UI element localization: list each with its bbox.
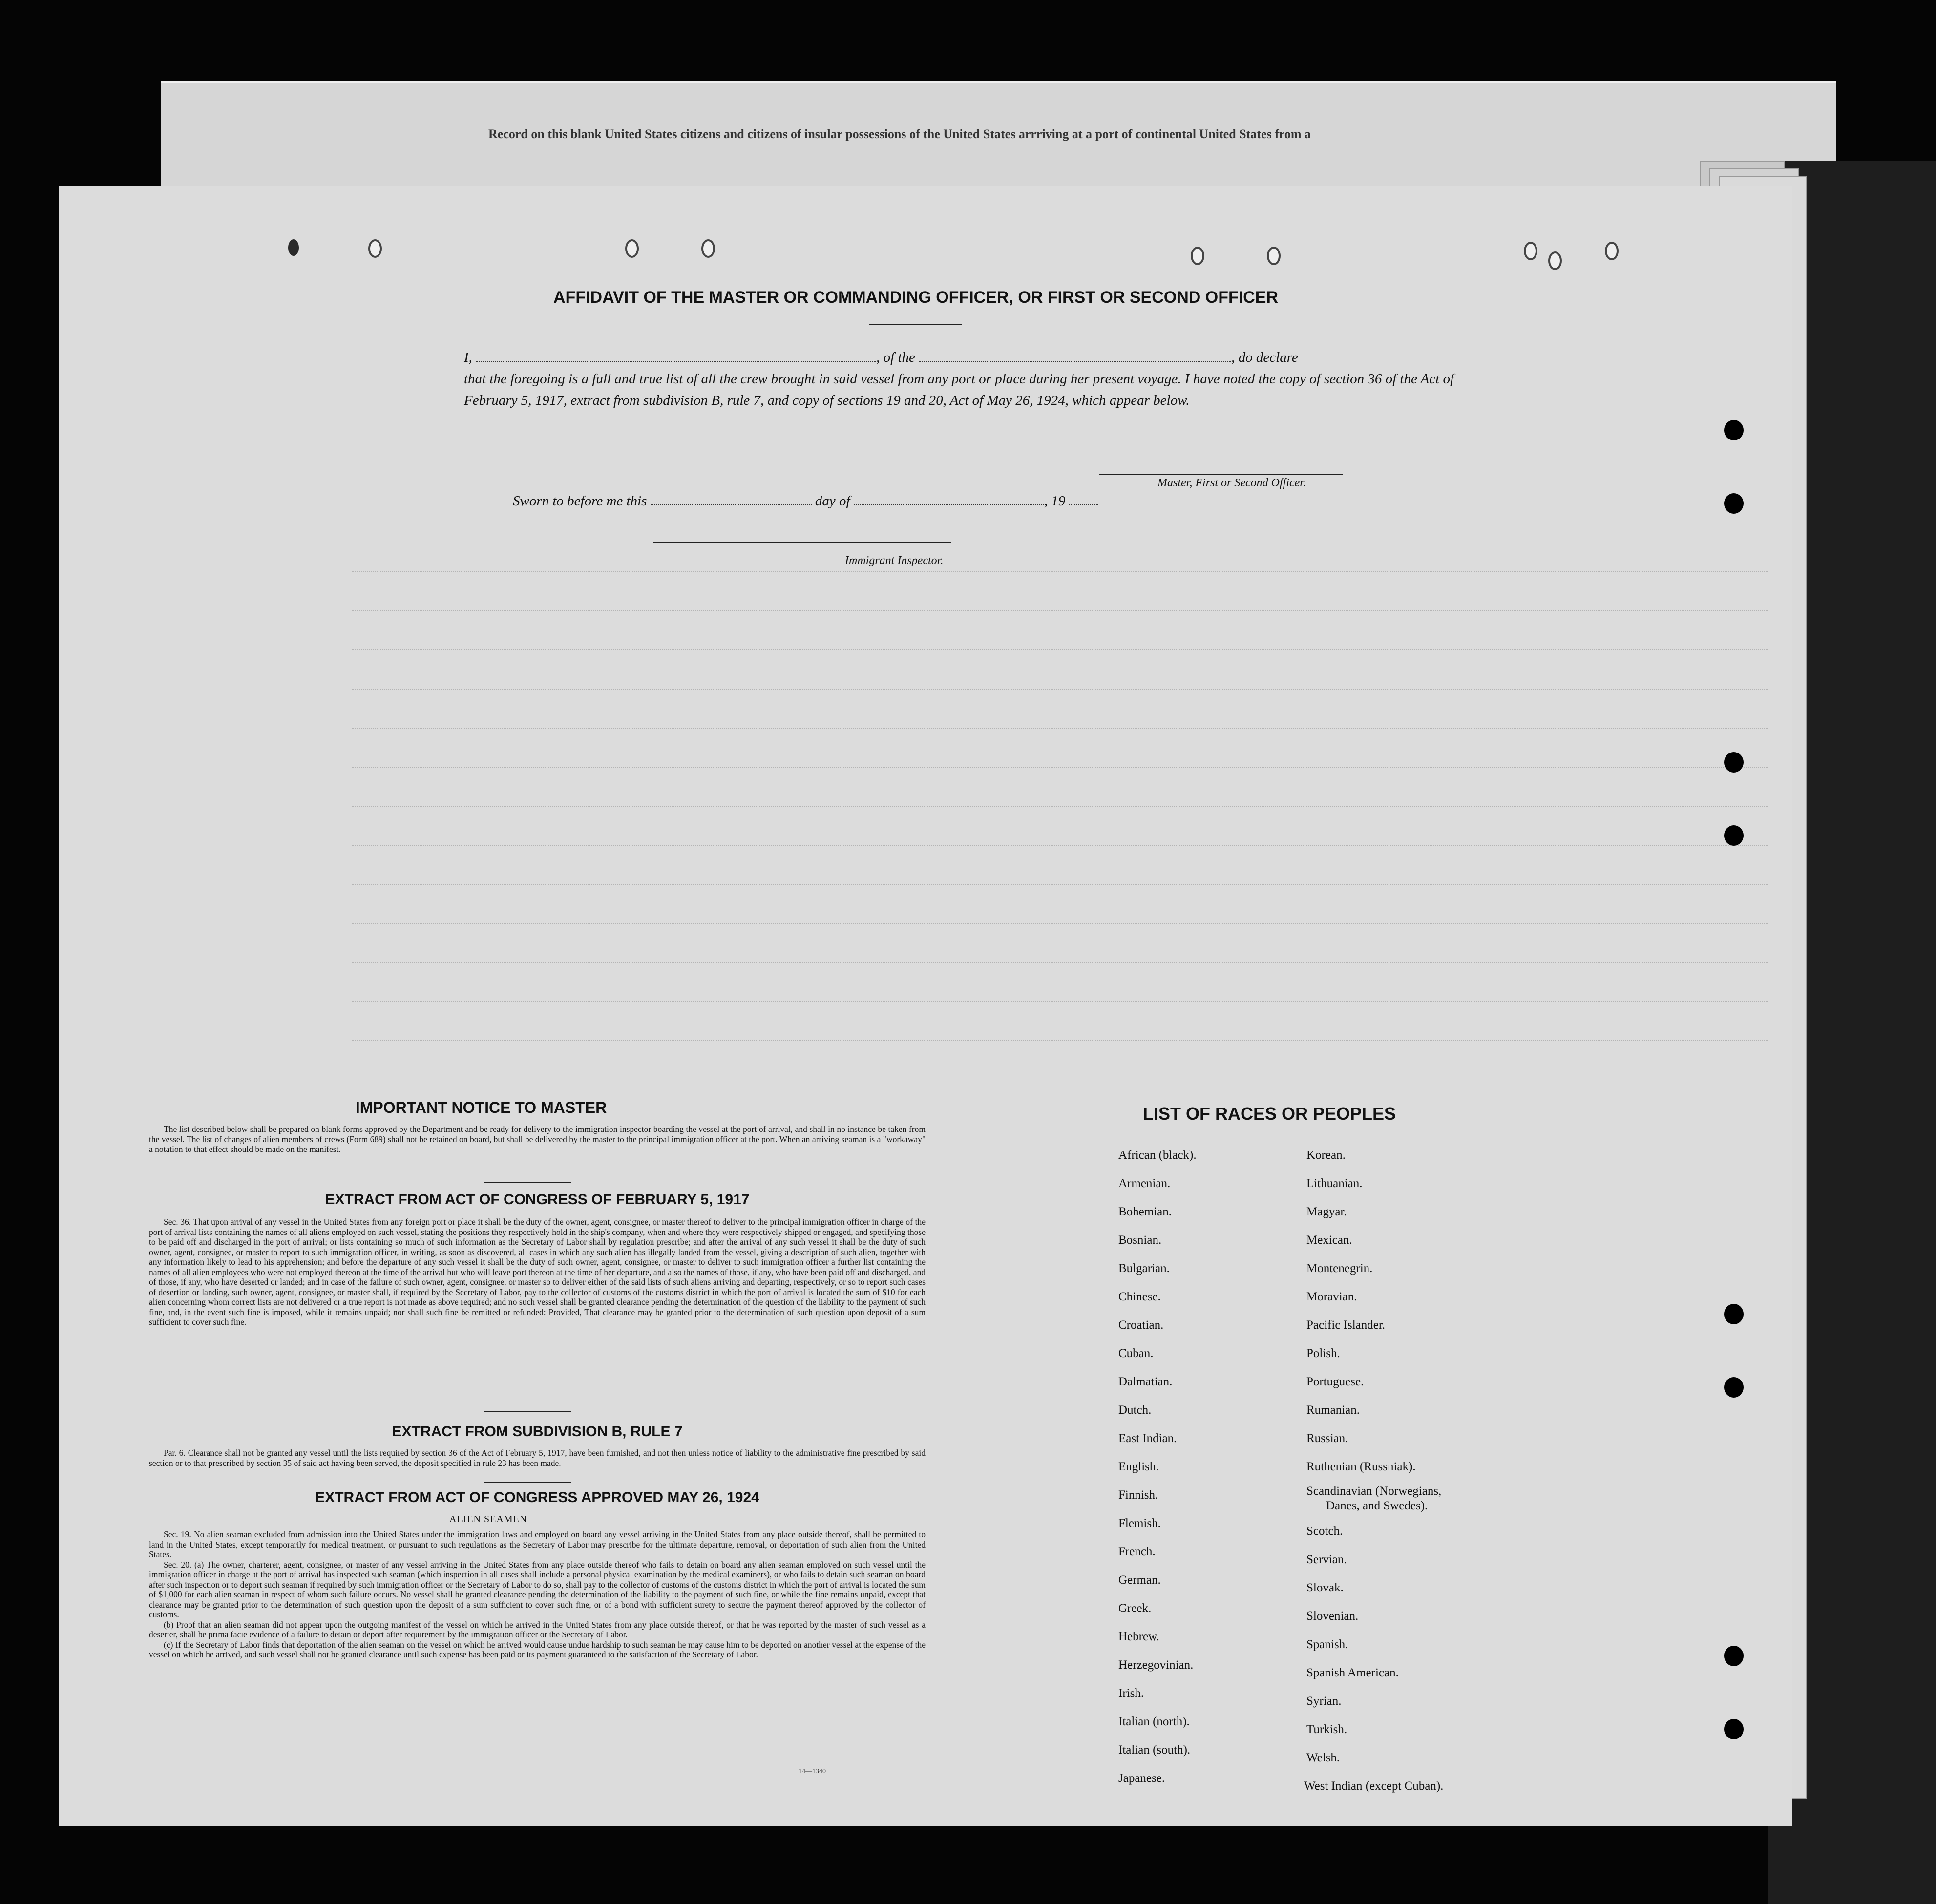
affidavit-declare: , do declare [1231,350,1298,365]
bleed-through-line [352,649,1768,659]
race-item: Portuguese. [1306,1375,1364,1388]
bleed-through-line [352,1001,1768,1011]
race-item: Montenegrin. [1306,1262,1373,1275]
punch-hole-icon [1724,1304,1744,1324]
race-item: Dutch. [1118,1403,1152,1417]
race-item: Polish. [1306,1347,1340,1360]
race-item: Flemish. [1118,1517,1161,1530]
punch-hole-icon [1724,825,1744,846]
extract-1917-text [149,1217,926,1327]
back-sheet-text: Record on this blank United States citizens and citizens of insular possessions of the United States arrriving at a port of continental United States from a [488,127,1311,141]
punch-hole-icon [288,239,299,256]
race-item: French. [1118,1545,1156,1558]
section-20a-paragraph: Sec. 20. (a) The owner, charterer, agent, consignee, or master of any vessel arriving in the United States from any place outside thereof who fails to detain on board any alien seaman employed on such vessel until the immigration officer in charge at the port of arrival has inspected such seaman (which inspection in all cases shall include a personal physical examination by the medical examiners), or who fails to detain such seaman on board after such inspection or to deport such seaman if required by such immigration officer or the Secretary of Labor to do so, shall pay to the collector of customs of the customs district in which the port of arrival is located the sum of $1,000 for each alien seaman in respect of whom such failure occurs. No vessel shall be granted clearance pending the determination of the liability to the payment of such fine, or while the fine remains unpaid, except that clearance may be granted prior to the determination of such question upon the deposit of a sum sufficient to cover such fine, or of a bond with sufficient surety to secure the payment thereof approved by the collector of customs. [149,1559,926,1619]
vessel-blank [919,350,1231,362]
race-item: Dalmatian. [1118,1375,1173,1388]
title-divider [869,324,962,325]
bleed-through-line [352,1040,1768,1050]
punch-hole-icon [1724,420,1744,440]
punch-hole-icon [1605,242,1619,260]
punch-hole-icon [1524,242,1537,260]
race-item: Spanish. [1306,1638,1348,1651]
race-item: Croatian. [1118,1318,1164,1332]
sworn-day-blank [651,494,812,505]
punch-hole-icon [368,239,382,258]
race-item: Scotch. [1306,1525,1343,1538]
race-item: Moravian. [1306,1290,1357,1303]
master-signature-line [1099,474,1343,475]
rule-7-paragraph: Par. 6. Clearance shall not be granted any vessel until the lists required by section 36 of the Act of February 5, 1917, have been furnished, and not then unless notice of liability to the administrative fine prescribed by said section or to that prescribed by section 35 of said act having been served, the deposit specified in rule 23 has been made. [149,1448,926,1468]
sworn-label: Sworn to before me this [513,493,647,509]
punch-hole-icon [1724,493,1744,514]
sworn-month-blank [854,494,1044,505]
race-item: Finnish. [1118,1488,1158,1502]
section-divider [484,1182,571,1183]
notice-paragraph: The list described below shall be prepared on blank forms approved by the Department and be ready for delivery to the immigration inspector boarding the vessel at the port of arrival, and shall in no instance be taken from the vessel. The list of changes of alien members of crews (Form 689) shall not be retained on board, but shall be delivered by the master to the principal immigration officer at the port. When an arriving seaman is a "workaway" a notation to that effect should be made on the manifest. [149,1124,926,1154]
race-item: Slovenian. [1306,1610,1359,1623]
race-item: Bulgarian. [1118,1262,1170,1275]
master-signature-label: Master, First or Second Officer. [1157,477,1306,489]
race-item: Servian. [1306,1553,1347,1566]
affidavit-title: AFFIDAVIT OF THE MASTER OR COMMANDING OFFICER, OR FIRST OR SECOND OFFICER [553,288,1278,307]
punch-hole-icon [1724,1719,1744,1739]
bleed-through-line [352,767,1768,776]
race-item: Irish. [1118,1687,1144,1700]
bleed-through-line [352,728,1768,737]
race-item: Rumanian. [1306,1403,1360,1417]
punch-hole-icon [625,239,639,258]
race-item: Danes, and Swedes). [1326,1499,1428,1512]
race-item: Scandinavian (Norwegians, [1306,1485,1442,1498]
punch-hole-icon [701,239,715,258]
race-item: Japanese. [1118,1772,1165,1785]
race-item: Spanish American. [1306,1666,1399,1679]
section-20b-paragraph: (b) Proof that an alien seaman did not appear upon the outgoing manifest of the vessel on which he arrived in the United States from any place outside thereof, or that he was reported by the master of such vessel as a deserter, shall be prima facie evidence of a failure to detain or deport after requirement by the immigration officer or the Secretary of Labor. [149,1619,926,1639]
race-item: Cuban. [1118,1347,1154,1360]
manifest-page [59,186,1792,1826]
notice-text [149,1124,926,1154]
race-item: Armenian. [1118,1177,1171,1190]
extract-1917-title: EXTRACT FROM ACT OF CONGRESS OF FEBRUARY 5, 1917 [325,1192,750,1208]
notice-title: IMPORTANT NOTICE TO MASTER [355,1099,607,1116]
day-of-label: day of [815,493,850,509]
race-item: English. [1118,1460,1159,1473]
bleed-through-line [352,845,1768,855]
race-item: Pacific Islander. [1306,1318,1386,1332]
inspector-signature-label: Immigrant Inspector. [845,554,944,567]
affidavit-body: that the foregoing is a full and true list of all the crew brought in said vessel from any port or place during her present voyage. I have noted the copy of section 36 of the Act of February 5, 1917, extract from subdivision B, rule 7, and copy of sections 19 and 20, Act of May 26, 1924, which appear below. [464,371,1454,408]
race-item: Korean. [1306,1149,1346,1162]
alien-seamen-heading: ALIEN SEAMEN [449,1514,527,1525]
section-36-paragraph: Sec. 36. That upon arrival of any vessel in the United States from any foreign port or place it shall be the duty of the owner, agent, consignee, or master thereof to deliver to the principal immigration officer in charge of the port of arrival lists containing the names of all aliens employed on such vessel, stating the positions they respectively hold in the ship's company, when and where they were respectively shipped or engaged, and specifying those to be paid off and discharged in the port of arrival; or lists containing so much of such information as the Secretary of Labor shall by regulation prescribe; and after the arrival of any such vessel it shall be the duty of such owner, agent, consignee, or master to report to such immigration officer, in writing, as soon as discovered, all cases in which any such alien has illegally landed from the vessel, giving a description of such alien, together with any information likely to lead to his apprehension; and before the departure of any such vessel it shall be the duty of such owner, agent, consignee, or master to deliver to such immigration officer a further list containing the names of all alien employees who were not employed thereon at the time of the arrival but who will leave port thereon at the time of her departure, and also the names of those, if any, who have been paid off and discharged, and of those, if any, who have deserted or landed; and in case of the failure of such owner, agent, consignee, or master so to deliver either of the said lists of such aliens arriving and departing, respectively, or so to report such cases of desertion or landing, such owner, agent, consignee, or master shall, if required by the Secretary of Labor, pay to the collector of customs of the customs district in which the port of arrival is located the sum of $10 for each alien concerning whom correct lists are not delivered or a true report is not made as above required; and no such vessel shall be granted clearance pending the determination of the question of the liability to the payment of such fine, and, in the event such fine is imposed, while it remains unpaid; nor shall such fine be remitted or refunded: Provided, That clearance may be granted prior to the determination of such question upon deposit of a sum sufficient to cover such fine. [149,1217,926,1327]
punch-hole-icon [1548,251,1562,270]
race-item: Chinese. [1118,1290,1161,1303]
race-item: West Indian (except Cuban). [1304,1779,1444,1793]
name-blank [476,350,876,362]
race-item: Greek. [1118,1602,1152,1615]
race-item: Herzegovinian. [1118,1658,1194,1672]
section-20c-paragraph: (c) If the Secretary of Labor finds that deportation of the alien seaman on the vessel on which he arrived would cause undue hardship to such seaman he may cause him to be deported on another vessel at the expense of the vessel on which he arrived, and such vessel shall not be granted clearance until such expense has been paid or its payment guaranteed to the satisfaction of the Secretary of Labor. [149,1639,926,1659]
punch-hole-icon [1191,247,1204,265]
year-label: , 19 [1044,493,1066,509]
race-item: Welsh. [1306,1751,1340,1764]
race-item: Turkish. [1306,1723,1347,1736]
section-divider [484,1482,571,1483]
bleed-through-line [352,923,1768,933]
section-19-paragraph: Sec. 19. No alien seaman excluded from admission into the United States under the immigration laws and employed on board any vessel arriving in the United States from any place outside thereof, shall be permitted to land in the United States, except temporarily for medical treatment, or pursuant to such regulations as the Secretary of Labor may prescribe for the ultimate departure, removal, or deportation of such alien from the United States. [149,1529,926,1559]
race-item: Lithuanian. [1306,1177,1363,1190]
form-number: 14—1340 [799,1768,826,1775]
bleed-through-line [352,610,1768,620]
race-item: Ruthenian (Russniak). [1306,1460,1416,1473]
inspector-signature-line [653,542,951,543]
punch-hole-icon [1724,1646,1744,1666]
race-item: East Indian. [1118,1432,1177,1445]
races-title: LIST OF RACES OR PEOPLES [1143,1104,1396,1124]
section-divider [484,1411,571,1412]
race-item: Russian. [1306,1432,1348,1445]
sworn-year-blank [1069,494,1098,505]
extract-1924-text [149,1529,926,1660]
race-item: Slovak. [1306,1581,1344,1594]
bleed-through-line [352,884,1768,894]
race-item: Italian (south). [1118,1743,1191,1757]
race-item: Syrian. [1306,1695,1342,1708]
race-item: Bohemian. [1118,1205,1172,1218]
bleed-through-line [352,571,1768,581]
race-item: German. [1118,1573,1161,1587]
punch-hole-icon [1267,247,1281,265]
affidavit-i: I, [464,350,472,365]
bleed-through-line [352,689,1768,698]
bleed-through-line [352,806,1768,816]
punch-hole-icon [1724,1377,1744,1398]
extract-1924-title: EXTRACT FROM ACT OF CONGRESS APPROVED MAY 26, 1924 [315,1489,759,1506]
affidavit-text [464,347,1470,411]
bleed-through-line [352,962,1768,972]
rule-7-text [149,1448,926,1468]
rule-7-title: EXTRACT FROM SUBDIVISION B, RULE 7 [392,1423,683,1440]
race-item: African (black). [1118,1149,1197,1162]
race-item: Magyar. [1306,1205,1347,1218]
race-item: Bosnian. [1118,1234,1162,1247]
race-item: Italian (north). [1118,1715,1190,1728]
race-item: Hebrew. [1118,1630,1159,1643]
sworn-line [513,493,1098,509]
affidavit-of-the: , of the [876,350,915,365]
race-item: Mexican. [1306,1234,1352,1247]
